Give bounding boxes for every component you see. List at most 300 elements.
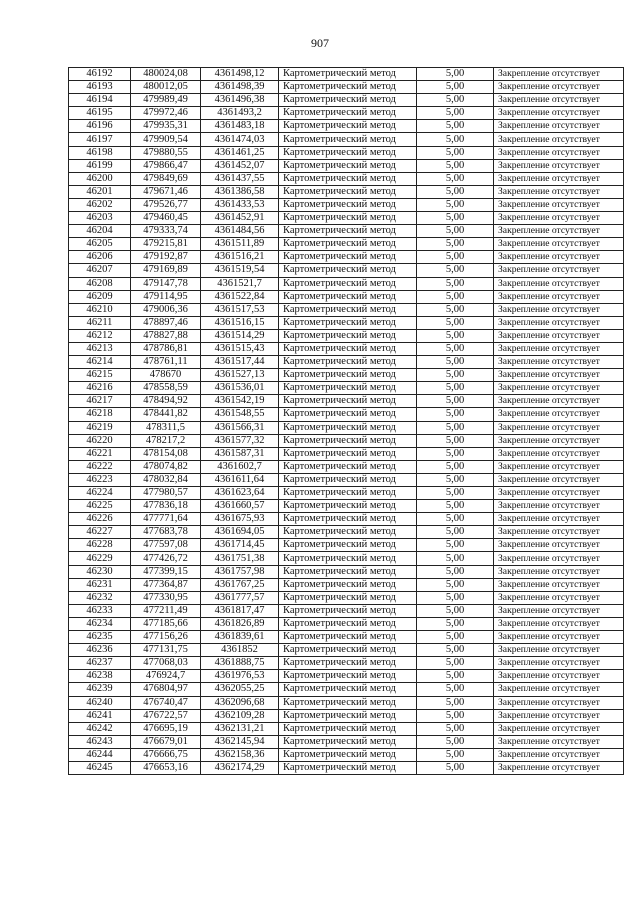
point-number-cell: 46193	[69, 81, 131, 94]
method-cell: Картометрический метод	[279, 225, 417, 238]
x-coordinate-cell: 480024,08	[131, 68, 201, 81]
method-cell: Картометрический метод	[279, 290, 417, 303]
x-coordinate-cell: 476679,01	[131, 735, 201, 748]
table-row	[69, 631, 624, 644]
fixing-status-cell: Закрепление отсутствует	[494, 107, 624, 120]
fixing-status-cell: Закрепление отсутствует	[494, 617, 624, 630]
method-cell: Картометрический метод	[279, 264, 417, 277]
accuracy-cell: 5,00	[417, 644, 494, 657]
table-row	[69, 657, 624, 670]
table-row	[69, 382, 624, 395]
x-coordinate-cell: 478311,5	[131, 421, 201, 434]
fixing-status-cell: Закрепление отсутствует	[494, 644, 624, 657]
x-coordinate-cell: 479460,45	[131, 212, 201, 225]
accuracy-cell: 5,00	[417, 487, 494, 500]
accuracy-cell: 5,00	[417, 631, 494, 644]
point-number-cell: 46242	[69, 722, 131, 735]
table-row	[69, 526, 624, 539]
x-coordinate-cell: 477364,87	[131, 578, 201, 591]
accuracy-cell: 5,00	[417, 277, 494, 290]
x-coordinate-cell: 477399,15	[131, 565, 201, 578]
table-row	[69, 617, 624, 630]
table-row	[69, 68, 624, 81]
y-coordinate-cell: 4361452,07	[201, 159, 279, 172]
point-number-cell: 46211	[69, 316, 131, 329]
point-number-cell: 46207	[69, 264, 131, 277]
method-cell: Картометрический метод	[279, 565, 417, 578]
x-coordinate-cell: 477426,72	[131, 552, 201, 565]
point-number-cell: 46209	[69, 290, 131, 303]
y-coordinate-cell: 4361587,31	[201, 447, 279, 460]
accuracy-cell: 5,00	[417, 107, 494, 120]
table-row	[69, 329, 624, 342]
x-coordinate-cell: 479935,31	[131, 120, 201, 133]
y-coordinate-cell: 4361751,38	[201, 552, 279, 565]
table-row	[69, 487, 624, 500]
y-coordinate-cell: 4361826,89	[201, 617, 279, 630]
fixing-status-cell: Закрепление отсутствует	[494, 487, 624, 500]
x-coordinate-cell: 476653,16	[131, 761, 201, 774]
y-coordinate-cell: 4361611,64	[201, 473, 279, 486]
method-cell: Картометрический метод	[279, 604, 417, 617]
method-cell: Картометрический метод	[279, 356, 417, 369]
method-cell: Картометрический метод	[279, 552, 417, 565]
x-coordinate-cell: 477683,78	[131, 526, 201, 539]
x-coordinate-cell: 478670	[131, 369, 201, 382]
x-coordinate-cell: 476695,19	[131, 722, 201, 735]
y-coordinate-cell: 4361474,03	[201, 133, 279, 146]
y-coordinate-cell: 4362145,94	[201, 735, 279, 748]
x-coordinate-cell: 478786,81	[131, 342, 201, 355]
fixing-status-cell: Закрепление отсутствует	[494, 722, 624, 735]
fixing-status-cell: Закрепление отсутствует	[494, 303, 624, 316]
x-coordinate-cell: 477980,57	[131, 487, 201, 500]
table-row	[69, 356, 624, 369]
table-row	[69, 552, 624, 565]
accuracy-cell: 5,00	[417, 264, 494, 277]
accuracy-cell: 5,00	[417, 735, 494, 748]
point-number-cell: 46200	[69, 172, 131, 185]
x-coordinate-cell: 477156,26	[131, 631, 201, 644]
point-number-cell: 46240	[69, 696, 131, 709]
method-cell: Картометрический метод	[279, 382, 417, 395]
method-cell: Картометрический метод	[279, 133, 417, 146]
method-cell: Картометрический метод	[279, 68, 417, 81]
y-coordinate-cell: 4361675,93	[201, 513, 279, 526]
y-coordinate-cell: 4362109,28	[201, 709, 279, 722]
point-number-cell: 46237	[69, 657, 131, 670]
accuracy-cell: 5,00	[417, 722, 494, 735]
accuracy-cell: 5,00	[417, 146, 494, 159]
method-cell: Картометрический метод	[279, 342, 417, 355]
point-number-cell: 46210	[69, 303, 131, 316]
fixing-status-cell: Закрепление отсутствует	[494, 591, 624, 604]
table-row	[69, 761, 624, 774]
fixing-status-cell: Закрепление отсутствует	[494, 657, 624, 670]
method-cell: Картометрический метод	[279, 657, 417, 670]
point-number-cell: 46205	[69, 238, 131, 251]
point-number-cell: 46238	[69, 670, 131, 683]
point-number-cell: 46192	[69, 68, 131, 81]
fixing-status-cell: Закрепление отсутствует	[494, 94, 624, 107]
method-cell: Картометрический метод	[279, 617, 417, 630]
coordinates-table-body	[69, 68, 624, 775]
method-cell: Картометрический метод	[279, 473, 417, 486]
accuracy-cell: 5,00	[417, 473, 494, 486]
y-coordinate-cell: 4361522,84	[201, 290, 279, 303]
y-coordinate-cell: 4361461,25	[201, 146, 279, 159]
x-coordinate-cell: 478897,46	[131, 316, 201, 329]
fixing-status-cell: Закрепление отсутствует	[494, 460, 624, 473]
accuracy-cell: 5,00	[417, 657, 494, 670]
point-number-cell: 46204	[69, 225, 131, 238]
x-coordinate-cell: 476666,75	[131, 748, 201, 761]
table-row	[69, 513, 624, 526]
table-row	[69, 316, 624, 329]
point-number-cell: 46234	[69, 617, 131, 630]
fixing-status-cell: Закрепление отсутствует	[494, 395, 624, 408]
y-coordinate-cell: 4361888,75	[201, 657, 279, 670]
x-coordinate-cell: 477131,75	[131, 644, 201, 657]
y-coordinate-cell: 4361694,05	[201, 526, 279, 539]
fixing-status-cell: Закрепление отсутствует	[494, 342, 624, 355]
accuracy-cell: 5,00	[417, 316, 494, 329]
y-coordinate-cell: 4361517,53	[201, 303, 279, 316]
accuracy-cell: 5,00	[417, 329, 494, 342]
fixing-status-cell: Закрепление отсутствует	[494, 81, 624, 94]
point-number-cell: 46197	[69, 133, 131, 146]
accuracy-cell: 5,00	[417, 290, 494, 303]
method-cell: Картометрический метод	[279, 578, 417, 591]
point-number-cell: 46218	[69, 408, 131, 421]
point-number-cell: 46217	[69, 395, 131, 408]
method-cell: Картометрический метод	[279, 159, 417, 172]
y-coordinate-cell: 4361548,55	[201, 408, 279, 421]
accuracy-cell: 5,00	[417, 159, 494, 172]
fixing-status-cell: Закрепление отсутствует	[494, 185, 624, 198]
point-number-cell: 46201	[69, 185, 131, 198]
method-cell: Картометрический метод	[279, 526, 417, 539]
accuracy-cell: 5,00	[417, 500, 494, 513]
y-coordinate-cell: 4362158,36	[201, 748, 279, 761]
fixing-status-cell: Закрепление отсутствует	[494, 604, 624, 617]
fixing-status-cell: Закрепление отсутствует	[494, 552, 624, 565]
point-number-cell: 46220	[69, 434, 131, 447]
method-cell: Картометрический метод	[279, 146, 417, 159]
fixing-status-cell: Закрепление отсутствует	[494, 329, 624, 342]
accuracy-cell: 5,00	[417, 185, 494, 198]
point-number-cell: 46222	[69, 460, 131, 473]
x-coordinate-cell: 477211,49	[131, 604, 201, 617]
method-cell: Картометрический метод	[279, 434, 417, 447]
x-coordinate-cell: 478441,82	[131, 408, 201, 421]
y-coordinate-cell: 4361839,61	[201, 631, 279, 644]
table-row	[69, 408, 624, 421]
y-coordinate-cell: 4361511,89	[201, 238, 279, 251]
fixing-status-cell: Закрепление отсутствует	[494, 513, 624, 526]
table-row	[69, 604, 624, 617]
x-coordinate-cell: 478761,11	[131, 356, 201, 369]
table-row	[69, 238, 624, 251]
x-coordinate-cell: 479192,87	[131, 251, 201, 264]
method-cell: Картометрический метод	[279, 447, 417, 460]
fixing-status-cell: Закрепление отсутствует	[494, 172, 624, 185]
point-number-cell: 46221	[69, 447, 131, 460]
accuracy-cell: 5,00	[417, 460, 494, 473]
method-cell: Картометрический метод	[279, 107, 417, 120]
method-cell: Картометрический метод	[279, 408, 417, 421]
accuracy-cell: 5,00	[417, 447, 494, 460]
method-cell: Картометрический метод	[279, 185, 417, 198]
point-number-cell: 46228	[69, 539, 131, 552]
fixing-status-cell: Закрепление отсутствует	[494, 198, 624, 211]
y-coordinate-cell: 4362174,29	[201, 761, 279, 774]
x-coordinate-cell: 478494,92	[131, 395, 201, 408]
accuracy-cell: 5,00	[417, 513, 494, 526]
method-cell: Картометрический метод	[279, 198, 417, 211]
method-cell: Картометрический метод	[279, 670, 417, 683]
table-row	[69, 539, 624, 552]
x-coordinate-cell: 477068,03	[131, 657, 201, 670]
fixing-status-cell: Закрепление отсутствует	[494, 408, 624, 421]
accuracy-cell: 5,00	[417, 342, 494, 355]
y-coordinate-cell: 4361976,53	[201, 670, 279, 683]
fixing-status-cell: Закрепление отсутствует	[494, 748, 624, 761]
table-row	[69, 447, 624, 460]
y-coordinate-cell: 4361577,32	[201, 434, 279, 447]
table-row	[69, 722, 624, 735]
x-coordinate-cell: 476740,47	[131, 696, 201, 709]
y-coordinate-cell: 4361514,29	[201, 329, 279, 342]
y-coordinate-cell: 4361542,19	[201, 395, 279, 408]
x-coordinate-cell: 477836,18	[131, 500, 201, 513]
fixing-status-cell: Закрепление отсутствует	[494, 238, 624, 251]
y-coordinate-cell: 4361452,91	[201, 212, 279, 225]
y-coordinate-cell: 4361536,01	[201, 382, 279, 395]
x-coordinate-cell: 476924,7	[131, 670, 201, 683]
y-coordinate-cell: 4361498,39	[201, 81, 279, 94]
fixing-status-cell: Закрепление отсутствует	[494, 434, 624, 447]
table-row	[69, 500, 624, 513]
point-number-cell: 46235	[69, 631, 131, 644]
method-cell: Картометрический метод	[279, 539, 417, 552]
point-number-cell: 46224	[69, 487, 131, 500]
accuracy-cell: 5,00	[417, 604, 494, 617]
accuracy-cell: 5,00	[417, 303, 494, 316]
method-cell: Картометрический метод	[279, 303, 417, 316]
point-number-cell: 46245	[69, 761, 131, 774]
method-cell: Картометрический метод	[279, 748, 417, 761]
x-coordinate-cell: 479526,77	[131, 198, 201, 211]
y-coordinate-cell: 4361602,7	[201, 460, 279, 473]
accuracy-cell: 5,00	[417, 591, 494, 604]
accuracy-cell: 5,00	[417, 382, 494, 395]
point-number-cell: 46236	[69, 644, 131, 657]
x-coordinate-cell: 476804,97	[131, 683, 201, 696]
point-number-cell: 46203	[69, 212, 131, 225]
fixing-status-cell: Закрепление отсутствует	[494, 683, 624, 696]
method-cell: Картометрический метод	[279, 644, 417, 657]
point-number-cell: 46219	[69, 421, 131, 434]
point-number-cell: 46244	[69, 748, 131, 761]
fixing-status-cell: Закрепление отсутствует	[494, 735, 624, 748]
x-coordinate-cell: 478154,08	[131, 447, 201, 460]
method-cell: Картометрический метод	[279, 631, 417, 644]
y-coordinate-cell: 4361496,38	[201, 94, 279, 107]
x-coordinate-cell: 477185,66	[131, 617, 201, 630]
accuracy-cell: 5,00	[417, 94, 494, 107]
x-coordinate-cell: 479849,69	[131, 172, 201, 185]
accuracy-cell: 5,00	[417, 133, 494, 146]
y-coordinate-cell: 4362096,68	[201, 696, 279, 709]
table-row	[69, 578, 624, 591]
point-number-cell: 46239	[69, 683, 131, 696]
method-cell: Картометрический метод	[279, 329, 417, 342]
accuracy-cell: 5,00	[417, 421, 494, 434]
table-row	[69, 565, 624, 578]
fixing-status-cell: Закрепление отсутствует	[494, 578, 624, 591]
method-cell: Картометрический метод	[279, 369, 417, 382]
y-coordinate-cell: 4361852	[201, 644, 279, 657]
x-coordinate-cell: 479114,95	[131, 290, 201, 303]
table-row	[69, 709, 624, 722]
x-coordinate-cell: 479989,49	[131, 94, 201, 107]
x-coordinate-cell: 479972,46	[131, 107, 201, 120]
table-row	[69, 644, 624, 657]
accuracy-cell: 5,00	[417, 761, 494, 774]
table-row	[69, 696, 624, 709]
accuracy-cell: 5,00	[417, 670, 494, 683]
method-cell: Картометрический метод	[279, 591, 417, 604]
table-row	[69, 395, 624, 408]
point-number-cell: 46196	[69, 120, 131, 133]
accuracy-cell: 5,00	[417, 578, 494, 591]
table-row	[69, 683, 624, 696]
x-coordinate-cell: 478558,59	[131, 382, 201, 395]
point-number-cell: 46195	[69, 107, 131, 120]
accuracy-cell: 5,00	[417, 120, 494, 133]
x-coordinate-cell: 479880,55	[131, 146, 201, 159]
method-cell: Картометрический метод	[279, 421, 417, 434]
x-coordinate-cell: 479909,54	[131, 133, 201, 146]
x-coordinate-cell: 479215,81	[131, 238, 201, 251]
y-coordinate-cell: 4361433,53	[201, 198, 279, 211]
method-cell: Картометрический метод	[279, 500, 417, 513]
table-row	[69, 421, 624, 434]
point-number-cell: 46226	[69, 513, 131, 526]
accuracy-cell: 5,00	[417, 552, 494, 565]
point-number-cell: 46213	[69, 342, 131, 355]
y-coordinate-cell: 4361493,2	[201, 107, 279, 120]
fixing-status-cell: Закрепление отсутствует	[494, 369, 624, 382]
fixing-status-cell: Закрепление отсутствует	[494, 120, 624, 133]
method-cell: Картометрический метод	[279, 761, 417, 774]
point-number-cell: 46232	[69, 591, 131, 604]
y-coordinate-cell: 4361483,18	[201, 120, 279, 133]
table-row	[69, 290, 624, 303]
point-number-cell: 46243	[69, 735, 131, 748]
table-row	[69, 172, 624, 185]
table-row	[69, 225, 624, 238]
y-coordinate-cell: 4361437,55	[201, 172, 279, 185]
point-number-cell: 46199	[69, 159, 131, 172]
table-row	[69, 94, 624, 107]
page-number: 907	[311, 36, 329, 50]
table-row	[69, 748, 624, 761]
fixing-status-cell: Закрепление отсутствует	[494, 316, 624, 329]
y-coordinate-cell: 4361484,56	[201, 225, 279, 238]
accuracy-cell: 5,00	[417, 709, 494, 722]
point-number-cell: 46215	[69, 369, 131, 382]
accuracy-cell: 5,00	[417, 238, 494, 251]
method-cell: Картометрический метод	[279, 683, 417, 696]
y-coordinate-cell: 4361515,43	[201, 342, 279, 355]
point-number-cell: 46227	[69, 526, 131, 539]
fixing-status-cell: Закрепление отсутствует	[494, 146, 624, 159]
x-coordinate-cell: 476722,57	[131, 709, 201, 722]
table-row	[69, 81, 624, 94]
y-coordinate-cell: 4361817,47	[201, 604, 279, 617]
y-coordinate-cell: 4361767,25	[201, 578, 279, 591]
method-cell: Картометрический метод	[279, 487, 417, 500]
x-coordinate-cell: 479866,47	[131, 159, 201, 172]
y-coordinate-cell: 4361714,45	[201, 539, 279, 552]
point-number-cell: 46225	[69, 500, 131, 513]
method-cell: Картометрический метод	[279, 120, 417, 133]
table-row	[69, 591, 624, 604]
point-number-cell: 46208	[69, 277, 131, 290]
accuracy-cell: 5,00	[417, 172, 494, 185]
method-cell: Картометрический метод	[279, 316, 417, 329]
point-number-cell: 46202	[69, 198, 131, 211]
fixing-status-cell: Закрепление отсутствует	[494, 159, 624, 172]
fixing-status-cell: Закрепление отсутствует	[494, 696, 624, 709]
table-row	[69, 264, 624, 277]
fixing-status-cell: Закрепление отсутствует	[494, 356, 624, 369]
method-cell: Картометрический метод	[279, 81, 417, 94]
table-row	[69, 303, 624, 316]
y-coordinate-cell: 4361519,54	[201, 264, 279, 277]
point-number-cell: 46212	[69, 329, 131, 342]
point-number-cell: 46230	[69, 565, 131, 578]
x-coordinate-cell: 478032,84	[131, 473, 201, 486]
fixing-status-cell: Закрепление отсутствует	[494, 709, 624, 722]
table-row	[69, 198, 624, 211]
x-coordinate-cell: 479333,74	[131, 225, 201, 238]
fixing-status-cell: Закрепление отсутствует	[494, 447, 624, 460]
y-coordinate-cell: 4361516,21	[201, 251, 279, 264]
accuracy-cell: 5,00	[417, 526, 494, 539]
table-row	[69, 133, 624, 146]
point-number-cell: 46223	[69, 473, 131, 486]
y-coordinate-cell: 4361566,31	[201, 421, 279, 434]
accuracy-cell: 5,00	[417, 212, 494, 225]
table-row	[69, 735, 624, 748]
y-coordinate-cell: 4361660,57	[201, 500, 279, 513]
method-cell: Картометрический метод	[279, 460, 417, 473]
x-coordinate-cell: 477597,08	[131, 539, 201, 552]
table-row	[69, 369, 624, 382]
accuracy-cell: 5,00	[417, 434, 494, 447]
y-coordinate-cell: 4362055,25	[201, 683, 279, 696]
y-coordinate-cell: 4361386,58	[201, 185, 279, 198]
y-coordinate-cell: 4361498,12	[201, 68, 279, 81]
y-coordinate-cell: 4361527,13	[201, 369, 279, 382]
fixing-status-cell: Закрепление отсутствует	[494, 421, 624, 434]
x-coordinate-cell: 477330,95	[131, 591, 201, 604]
y-coordinate-cell: 4361517,44	[201, 356, 279, 369]
y-coordinate-cell: 4361516,15	[201, 316, 279, 329]
